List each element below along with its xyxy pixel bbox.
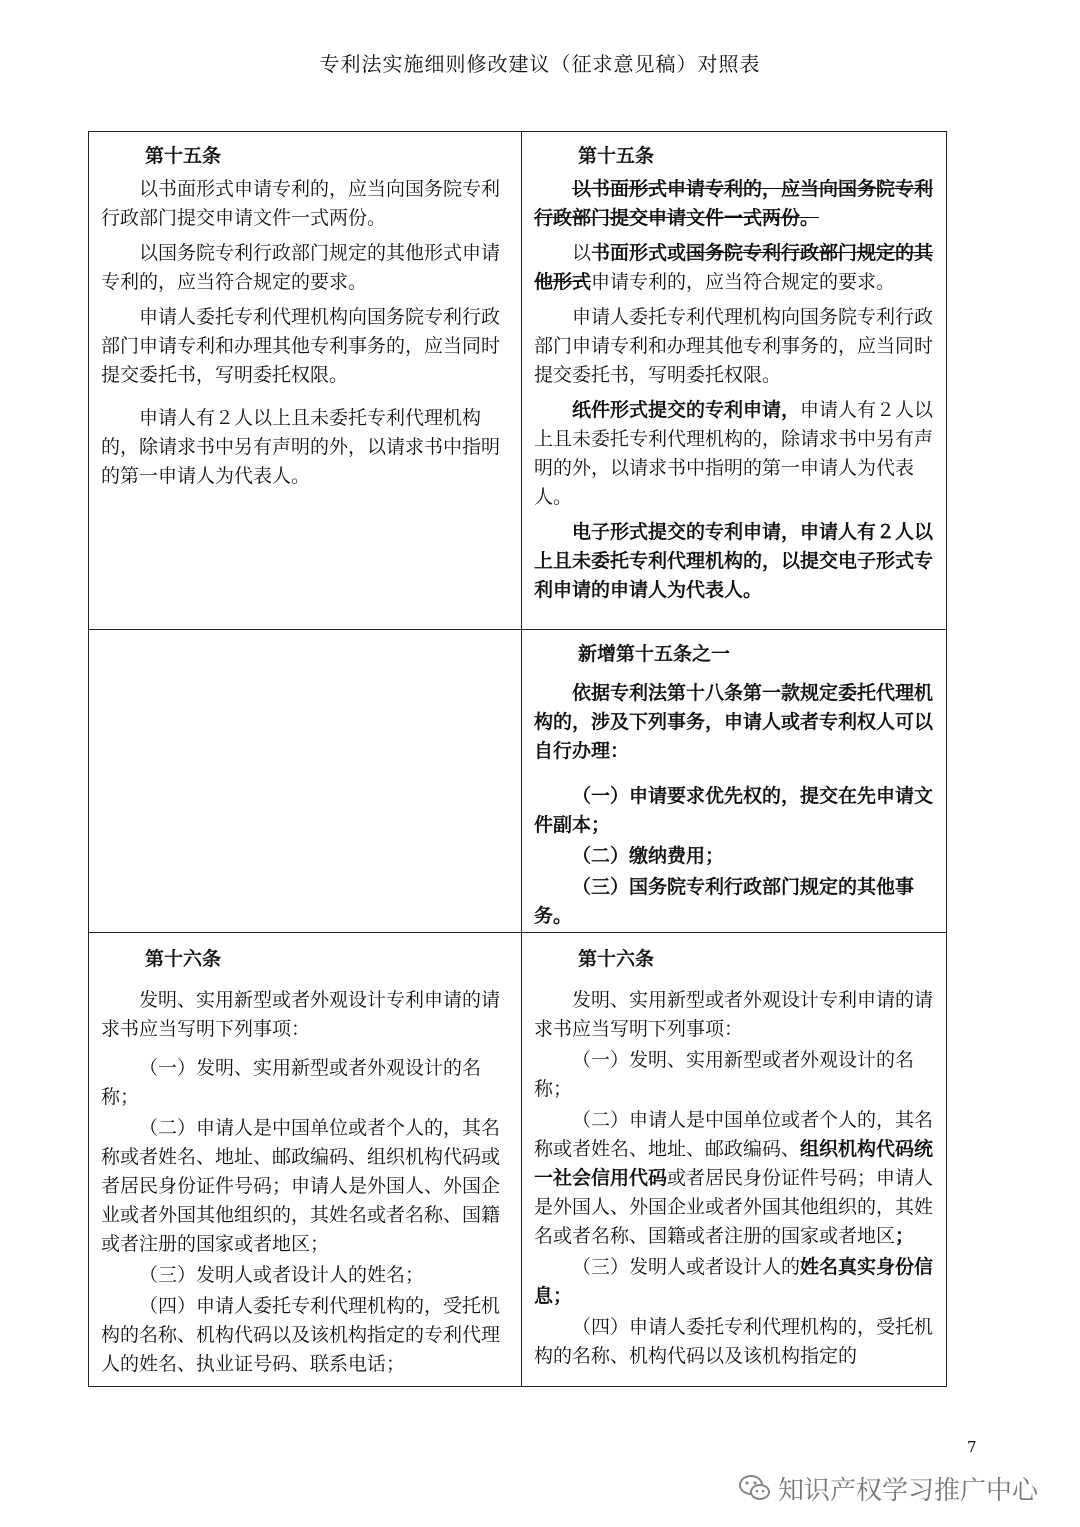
text: 申请人有２人以上且未委托专利代理机构的，除请求书中另有声明的外，以请求书中指明的第一申请人为代表人。 [534, 399, 934, 508]
paragraph: 发明、实用新型或者外观设计专利申请的请求书应当写明下列事项： [534, 989, 934, 1040]
original-text-cell [89, 933, 522, 1386]
paragraph: 申请人委托专利代理机构向国务院专利行政部门申请专利和办理其他专利事务的，应当同时提交委托书，写明委托权限。 [101, 306, 501, 386]
page-title: 专利法实施细则修改建议（征求意见稿）对照表 [319, 52, 761, 76]
added-text: ； [895, 1225, 915, 1247]
paragraph [534, 1106, 937, 1251]
paragraph: （四）申请人委托专利代理机构的，受托机构的名称、机构代码以及该机构指定的专利代理人的姓名、执业证号码、联系电话； [101, 1295, 501, 1375]
added-text: 姓名真实身份信息； [534, 1256, 934, 1307]
page-number: 7 [967, 1438, 977, 1456]
paragraph: （一）发明、实用新型或者外观设计的名称； [534, 1049, 915, 1100]
paragraph [534, 396, 937, 512]
deleted-text: 国务院专利行政部门规定的其他形式 [534, 242, 934, 293]
added-paragraph: （一）申请要求优先权的，提交在先申请文件副本； [534, 785, 934, 836]
added-text: 组织机构代码统一社会信用代码 [534, 1138, 934, 1189]
paragraph [534, 175, 937, 233]
original-text-cell [89, 630, 522, 932]
paragraph: 以书面形式申请专利的，应当向国务院专利行政部门提交申请文件一式两份。 [101, 178, 501, 229]
text: 以 [572, 242, 592, 264]
wechat-icon [738, 1473, 772, 1503]
paragraph: 申请人有２人以上且未委托专利代理机构的，除请求书中另有声明的外，以请求书中指明的第一申请人为代表人。 [101, 407, 501, 487]
paragraph: （三）发明人或者设计人的姓名； [139, 1264, 425, 1286]
paragraph: 以国务院专利行政部门规定的其他形式申请专利的，应当符合规定的要求。 [101, 242, 501, 293]
original-text-cell [89, 132, 522, 629]
deleted-text: 以书面形式申请专利的，应当向国务院专利行政部门提交申请文件一式两份。 [534, 178, 934, 229]
table-row [89, 933, 946, 1386]
comparison-table [88, 131, 947, 1387]
paragraph: （四）申请人委托专利代理机构的，受托机构的名称、机构代码以及该机构指定的 [534, 1316, 934, 1367]
paragraph [534, 1253, 937, 1311]
text: 或者居民身份证件号码；申请人是外国人、外国企业或者外国其他组织的，其姓名或者名称、国籍或者注册的国家或者地区 [534, 1167, 934, 1247]
paragraph: 发明、实用新型或者外观设计专利申请的请求书应当写明下列事项： [101, 989, 501, 1040]
added-paragraph: 电子形式提交的专利申请，申请人有２人以上且未委托专利代理机构的，以提交电子形式专利申请的申请人为代表人。 [534, 521, 934, 601]
added-text: 纸件形式提交的专利申请， [572, 399, 801, 421]
added-paragraph: （三）国务院专利行政部门规定的其他事务。 [534, 876, 915, 927]
table-row [89, 132, 946, 630]
added-text: 书面形式或 [591, 242, 687, 264]
article-heading: 新增第十五条之一 [578, 643, 731, 665]
revised-text-cell [522, 132, 945, 629]
article-heading: 第十六条 [578, 948, 655, 970]
revised-text-cell [522, 933, 945, 1386]
revised-text-cell [522, 630, 945, 932]
text: 申请专利的，应当符合规定的要求。 [591, 271, 896, 293]
text: （二）申请人是中国单位或者个人的，其名称或者姓名、地址、邮政编码、 [534, 1109, 934, 1160]
table-row [89, 630, 946, 933]
paragraph: （一）发明、实用新型或者外观设计的名称； [101, 1057, 482, 1108]
article-heading: 第十六条 [145, 948, 222, 970]
added-paragraph: （二）缴纳费用； [572, 845, 725, 867]
watermark-text: 知识产权学习推广中心 [778, 1475, 1039, 1506]
text: （三）发明人或者设计人的 [572, 1256, 801, 1278]
watermark [738, 1470, 1038, 1506]
article-heading: 第十五条 [578, 145, 655, 167]
added-paragraph: 依据专利法第十八条第一款规定委托代理机构的，涉及下列事务，申请人或者专利权人可以自行办理： [534, 682, 934, 762]
article-heading: 第十五条 [145, 145, 222, 167]
paragraph [534, 239, 937, 297]
paragraph: （二）申请人是中国单位或者个人的，其名称或者姓名、地址、邮政编码、组织机构代码或者居民身份证件号码；申请人是外国人、外国企业或者外国其他组织的，其姓名或者名称、国籍或者注册的国家或者地区； [101, 1117, 501, 1255]
paragraph: 申请人委托专利代理机构向国务院专利行政部门申请专利和办理其他专利事务的，应当同时提交委托书，写明委托权限。 [534, 306, 934, 386]
